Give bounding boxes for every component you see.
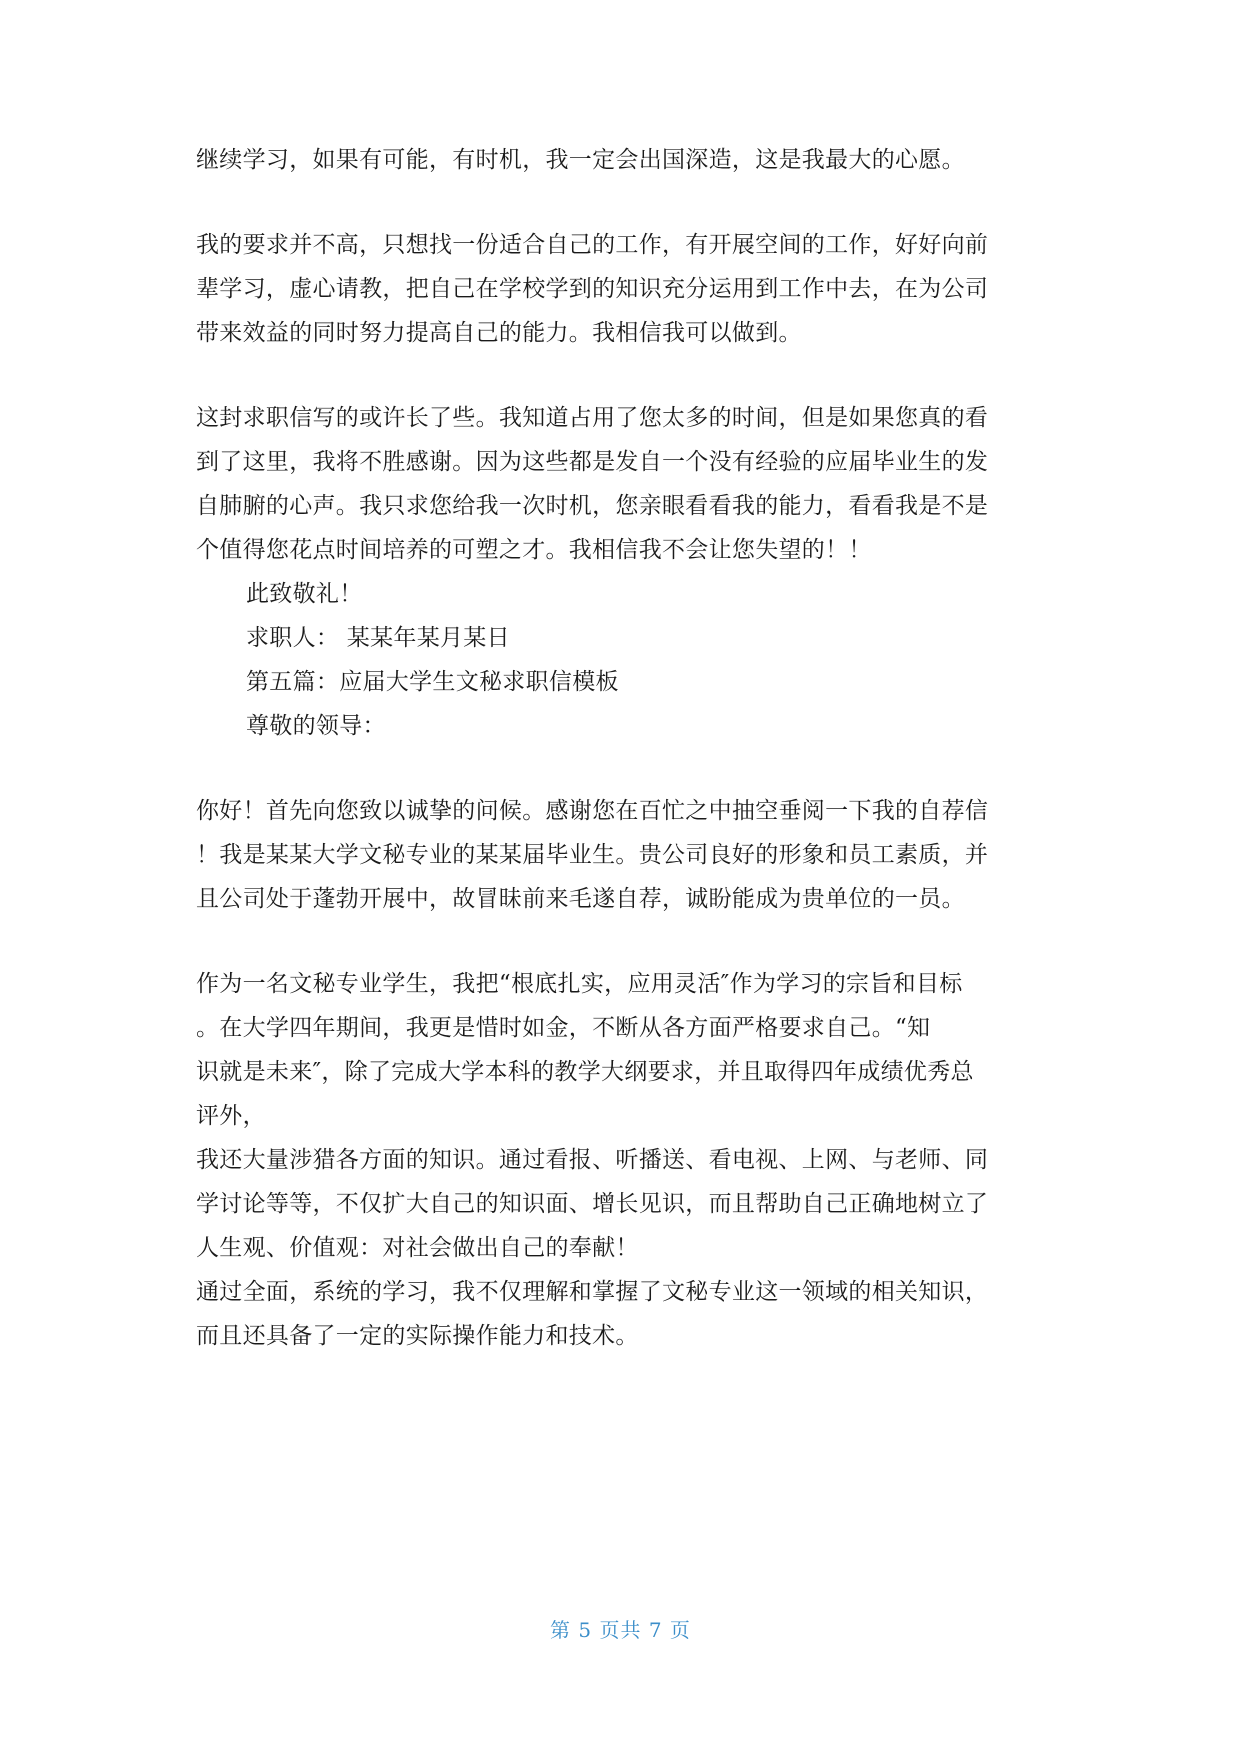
- text-line: 自肺腑的心声。我只求您给我一次时机，您亲眼看看我的能力，看看我是不是: [196, 493, 989, 519]
- text-line: 而且还具备了一定的实际操作能力和技术。: [196, 1323, 639, 1349]
- text-line: 评外，: [196, 1103, 266, 1129]
- signature-line: 求职人： 某某年某月某日: [246, 625, 510, 651]
- page-number-footer: 第 5 页共 7 页: [550, 1618, 691, 1642]
- text-line: 我的要求并不高，只想找一份适合自己的工作，有开展空间的工作，好好向前: [196, 232, 989, 258]
- text-line: 学讨论等等，不仅扩大自己的知识面、增长见识，而且帮助自己正确地树立了: [196, 1191, 989, 1217]
- text-line: 。在大学四年期间，我更是惜时如金，不断从各方面严格要求自己。“知: [196, 1015, 931, 1041]
- greeting-line: 尊敬的领导：: [246, 713, 386, 739]
- salute-line: 此致敬礼！: [246, 581, 363, 607]
- text-line: 我还大量涉猎各方面的知识。通过看报、听播送、看电视、上网、与老师、同: [196, 1147, 989, 1173]
- text-line: 人生观、价值观：对社会做出自己的奉献！: [196, 1235, 639, 1261]
- text-line: 识就是未来″，除了完成大学本科的教学大纲要求，并且取得四年成绩优秀总: [196, 1059, 974, 1085]
- text-line: 继续学习，如果有可能，有时机，我一定会出国深造，这是我最大的心愿。: [196, 147, 965, 173]
- text-line: 到了这里，我将不胜感谢。因为这些都是发自一个没有经验的应届毕业生的发: [196, 449, 989, 475]
- text-line: 作为一名文秘专业学生，我把“根底扎实，应用灵活″作为学习的宗旨和目标: [196, 971, 963, 997]
- text-line: 你好！首先向您致以诚挚的问候。感谢您在百忙之中抽空垂阅一下我的自荐信: [196, 798, 989, 824]
- text-line: ！我是某某大学文秘专业的某某届毕业生。贵公司良好的形象和员工素质，并: [196, 842, 989, 868]
- text-line: 通过全面，系统的学习，我不仅理解和掌握了文秘专业这一领域的相关知识，: [196, 1279, 989, 1305]
- text-line: 且公司处于蓬勃开展中，故冒昧前来毛遂自荐，诚盼能成为贵单位的一员。: [196, 886, 965, 912]
- text-line: 这封求职信写的或许长了些。我知道占用了您太多的时间，但是如果您真的看: [196, 405, 989, 431]
- text-line: 个值得您花点时间培养的可塑之才。我相信我不会让您失望的！！: [196, 537, 872, 563]
- text-line: 辈学习，虚心请教，把自己在学校学到的知识充分运用到工作中去，在为公司: [196, 276, 989, 302]
- section-title: 第五篇：应届大学生文秘求职信模板: [246, 669, 619, 695]
- text-line: 带来效益的同时努力提高自己的能力。我相信我可以做到。: [196, 320, 802, 346]
